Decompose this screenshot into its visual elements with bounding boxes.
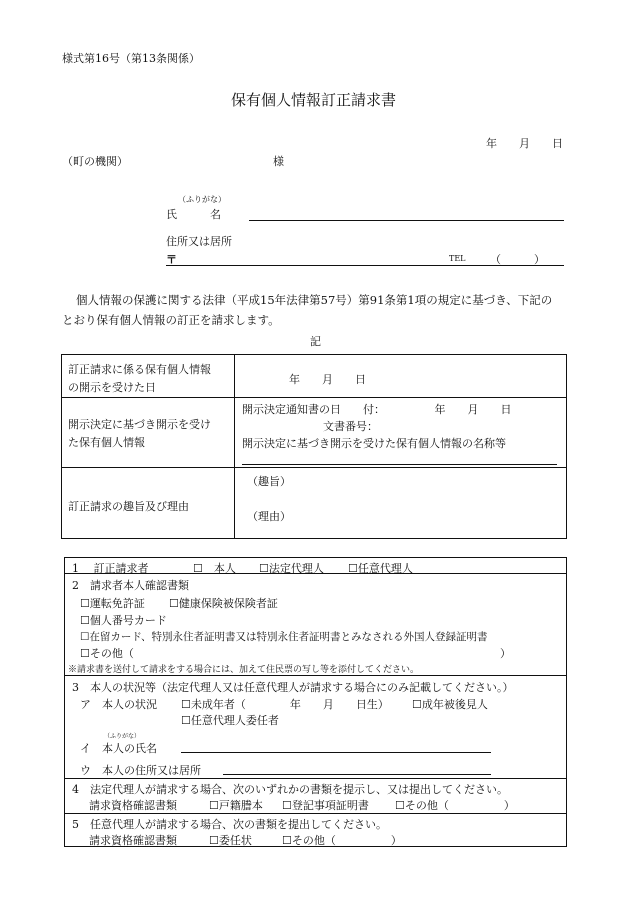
info-name-field[interactable] (242, 464, 557, 465)
intro-line2: とおり保有個人情報の訂正を請求します。 (62, 313, 280, 327)
s4-label: 4 法定代理人が請求する場合、次のいずれかの書類を提示し、又は提出してください。 (72, 783, 508, 796)
s2-license-checkbox[interactable]: ☐運転免許証 (80, 597, 145, 610)
name-furigana: （ふりがな） (178, 195, 226, 204)
tel-paren: （ ） (490, 253, 545, 266)
reason-label: （理由） (247, 510, 291, 523)
s4-docs: 請求資格確認書類 (89, 799, 177, 812)
date-line: 年 月 日 (486, 137, 563, 150)
s4-registry-checkbox[interactable]: ☐登記事項証明書 (282, 799, 369, 812)
s5-docs: 請求資格確認書類 (89, 834, 177, 847)
disclosure-date-label-a: 訂正請求に係る保有個人情報 (68, 363, 211, 376)
s3-name-field[interactable] (181, 752, 491, 753)
s2-insurance-checkbox[interactable]: ☐健康保険被保険者証 (169, 597, 278, 610)
name-field[interactable] (249, 220, 564, 221)
s3-address-field[interactable] (223, 774, 491, 775)
s3-ward-checkbox[interactable]: ☐成年被後見人 (412, 698, 488, 711)
s4-other-checkbox[interactable]: ☐その他（ ） (395, 799, 515, 812)
s3-minor-checkbox[interactable]: ☐未成年者（ 年 月 日生） (181, 698, 389, 711)
recipient-suffix: 様 (273, 155, 284, 168)
disclosed-info-label-a: 開示決定に基づき開示を受け (68, 418, 211, 431)
s2-label: 2 請求者本人確認書類 (72, 579, 189, 592)
address-label: 住所又は居所 (166, 235, 232, 248)
s2-other-checkbox[interactable]: ☐その他（ (80, 647, 134, 660)
s5-label: 5 任意代理人が請求する場合、次の書類を提出してください。 (72, 818, 387, 831)
s1-legal-rep-checkbox[interactable]: ☐法定代理人 (259, 562, 324, 575)
s1-self-checkbox[interactable]: ☐ 本人 (193, 562, 236, 575)
purpose-label: （趣旨） (247, 475, 291, 488)
s2-mynumber-checkbox[interactable]: ☐個人番号カード (80, 614, 167, 627)
s3-principal-checkbox[interactable]: ☐任意代理人委任者 (181, 714, 279, 727)
s5-power-of-attorney-checkbox[interactable]: ☐委任状 (209, 834, 252, 847)
page-title: 保有個人情報訂正請求書 (231, 91, 397, 109)
s5-other-checkbox[interactable]: ☐その他（ ） (282, 834, 402, 847)
s4-family-register-checkbox[interactable]: ☐戸籍謄本 (209, 799, 263, 812)
disclosed-info-label-b: た保有個人情報 (68, 436, 145, 449)
name-label: 氏 名 (166, 208, 221, 221)
form-number: 様式第16号（第13条関係） (62, 52, 200, 65)
purpose-reason-label: 訂正請求の趣旨及び理由 (68, 500, 189, 513)
s2-residence-card-checkbox[interactable]: ☐在留カード、特別永住者証明書又は特別永住者証明書とみなされる外国人登録証明書 (80, 631, 488, 643)
s2-note: ※請求書を送付して請求をする場合には、加えて住民票の写し等を添付してください。 (68, 665, 420, 675)
document-number[interactable]: 文書番号： (323, 420, 378, 433)
s3-i-label: イ 本人の氏名 (80, 742, 157, 755)
s3-furigana: （ふりがな） (104, 733, 141, 740)
s3-a-label: ア 本人の状況 (80, 698, 157, 711)
disclosure-date-value[interactable]: 年 月 日 (289, 373, 366, 386)
intro-line1: 個人情報の保護に関する法律（平成15年法律第57号）第91条第1項の規定に基づき、下記の (76, 293, 553, 307)
info-name[interactable]: 開示決定に基づき開示を受けた保有個人情報の名称等 (242, 437, 506, 450)
s1-voluntary-rep-checkbox[interactable]: ☐任意代理人 (348, 562, 413, 575)
s1-label: 1 訂正請求者 (72, 562, 149, 575)
s2-other-close: ） (500, 647, 511, 660)
notice-date[interactable]: 開示決定通知書の日 付： 年 月 日 (242, 403, 512, 416)
s3-label: 3 本人の状況等（法定代理人又は任意代理人が請求する場合にのみ記載してください。） (72, 681, 514, 694)
ki-label: 記 (310, 335, 321, 348)
recipient-org: （町の機関） (62, 155, 128, 168)
postal-mark: 〒 (166, 253, 177, 266)
s3-u-label: ウ 本人の住所又は居所 (80, 764, 201, 777)
tel-label: TEL (449, 254, 466, 263)
disclosure-date-label-b: の開示を受けた日 (68, 381, 156, 394)
